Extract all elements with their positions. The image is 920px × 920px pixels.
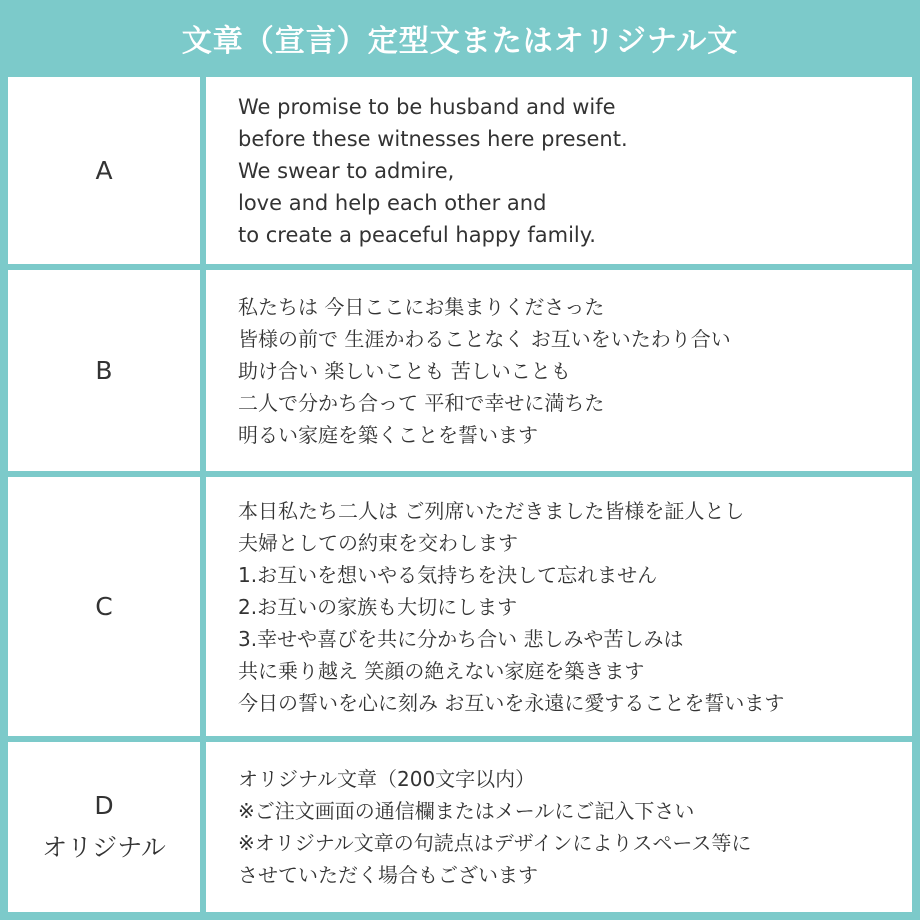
row-label-cell — [8, 77, 200, 264]
vow-text-cell — [206, 742, 912, 912]
vow-text-line: 二人で分かち合って 平和で幸せに満ちた — [238, 390, 605, 415]
page-title: 文章（宣言）定型文またはオリジナル文 — [181, 24, 739, 59]
vow-text-line: オリジナル文章（200文字以内） — [238, 767, 536, 791]
vow-text-line: before these witnesses here present. — [238, 126, 628, 151]
row-label-sub: オリジナル — [42, 833, 166, 862]
vow-text-line: We swear to admire, — [238, 158, 455, 183]
vow-text-line: 皆様の前で 生涯かわることなく お互いをいたわり合い — [238, 326, 731, 351]
row-label-cell — [8, 477, 200, 736]
table-row-a — [8, 77, 912, 264]
vow-text-cell — [206, 77, 912, 264]
vow-text-line: 本日私たち二人は ご列席いただきました皆様を証人とし — [238, 498, 745, 523]
vow-text-line: ※オリジナル文章の句読点はデザインによりスペース等に — [238, 831, 752, 855]
vow-text-line: 明るい家庭を築くことを誓います — [238, 422, 538, 447]
vow-text-line: 助け合い 楽しいことも 苦しいことも — [238, 358, 571, 383]
vow-text-line: させていただく場合もございます — [238, 863, 538, 887]
vow-text-cell — [206, 270, 912, 471]
vow-text-cell — [206, 477, 912, 736]
vow-text-line: 共に乗り越え 笑顔の絶えない家庭を築きます — [238, 658, 645, 683]
row-label-cell — [8, 270, 200, 471]
vow-text-line: to create a peaceful happy family. — [238, 222, 596, 247]
vow-text-line: 夫婦としての約束を交わします — [238, 530, 518, 555]
vow-text-line: 3.幸せや喜びを共に分かち合い 悲しみや苦しみは — [238, 626, 684, 651]
row-label-cell — [8, 742, 200, 912]
vow-text-line: 私たちは 今日ここにお集まりくださった — [238, 294, 605, 319]
vow-text-line: We promise to be husband and wife — [238, 94, 616, 119]
vow-text-line: 今日の誓いを心に刻み お互いを永遠に愛することを誓います — [238, 690, 785, 715]
table-row-d — [8, 742, 912, 912]
header-bar — [0, 0, 920, 76]
row-label: B — [95, 355, 113, 385]
vow-text-line: ※ご注文画面の通信欄またはメールにご記入下さい — [238, 799, 695, 823]
row-label: D — [94, 791, 114, 820]
table-row-c — [8, 477, 912, 736]
vow-text-line: love and help each other and — [238, 190, 547, 215]
row-label: A — [95, 155, 113, 185]
row-label: C — [95, 591, 113, 621]
table-row-b — [8, 270, 912, 471]
vow-text-line: 2.お互いの家族も大切にします — [238, 594, 518, 619]
vow-text-line: 1.お互いを想いやる気持ちを決して忘れません — [238, 562, 658, 587]
